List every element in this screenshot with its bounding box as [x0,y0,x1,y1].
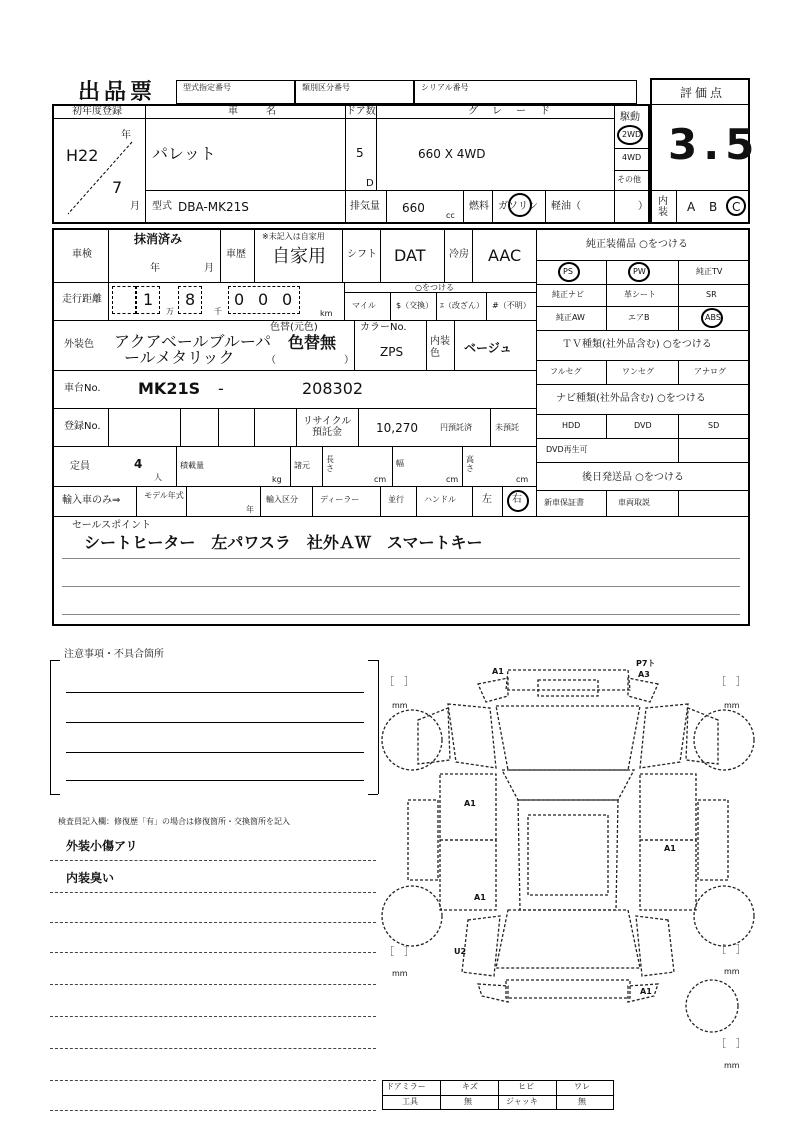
equip-leather: 革シート [624,290,656,299]
mileage-exchange: $（交換） [396,301,434,310]
name-label [228,107,304,117]
tv-oneseg: ワンセグ [622,367,654,376]
drive-2wd-circle [617,125,643,145]
first-reg-month: 7 [112,178,123,197]
equip-abs: ABS [705,313,721,322]
tire-mm-fr: mm [724,701,740,710]
color-label: 外装色 [64,339,94,350]
repaint-label: 色替(元色) [270,322,318,333]
tv-fullseg: フルセグ [550,367,582,376]
load-label: 積載量 [180,461,204,470]
inspector-line1: 外装小傷アリ [66,839,138,853]
mark-a1-right-door: A1 [664,844,676,853]
repaint-paren-open: （ [266,355,276,366]
tire-mm-rl: mm [392,969,408,978]
later-title: 後日発送品 ○をつける [582,472,684,483]
color-code: ZPS [380,345,404,359]
color-code-label: カラーNo. [360,322,407,333]
chassis-number: 208302 [302,379,364,398]
shift-value: DAT [394,246,426,265]
dims-height-unit: cm [516,475,529,484]
page-title: 出品票 [78,80,157,105]
table-jack-value: 無 [578,1097,586,1106]
tire-bracket-rl: ［ ］ [384,947,414,958]
table-break: ワレ [574,1082,590,1091]
first-reg-label: 初年度登録 [72,106,122,117]
model-year-suffix: 年 [246,505,254,514]
navi-title: ナビ種類(社外品含む) ○をつける [556,393,706,404]
mileage-digit-5: 0 [282,290,293,309]
ac-label: 冷房 [449,249,469,260]
category-box [295,80,414,104]
table-crack: ヒビ [518,1082,534,1091]
tire-bracket-fr: ［ ］ [716,677,746,688]
capacity-value: 4 [134,457,143,471]
grade-value: 660 X 4WD [418,147,486,161]
not-deposited: 未預託 [495,423,519,432]
first-reg-year-suffix: 年 [121,130,131,141]
chassis-label: 車台No. [64,383,101,394]
mileage-sen: 千 [214,307,222,316]
sales-text: シートヒーター 左パワスラ 社外ＡＷ スマートキー [84,533,483,552]
first-reg-month-suffix: 月 [130,201,140,212]
equip-abs-circle [701,308,723,328]
handle-right-circle [507,490,529,512]
shaken-value: 抹消済み [134,232,183,246]
later-manual: 車両取説 [618,498,650,507]
drive-4wd: 4WD [622,153,642,162]
handle-right: 右 [512,494,522,505]
interior-grade-a: A [687,200,696,214]
serial-label: シリアル番号 [421,83,469,92]
capacity-unit: 人 [154,473,162,482]
tire-mm-spare: mm [724,1061,740,1070]
table-scratch: キズ [462,1082,478,1091]
drive-2wd: 2WD [622,130,642,139]
recycle-label: リサイクル預託金 [302,416,352,438]
mark-a1-rear: A1 [640,987,652,996]
tire-bracket-rr: ［ ］ [716,945,746,956]
rating-score: 3.5 [668,120,761,169]
color-value-line1: アクアベールブルーパ [114,332,272,351]
equip-navi: 純正ナビ [552,290,584,299]
tire-bracket-fl: ［ ］ [384,677,414,688]
equip-ps: PS [563,267,573,276]
displacement-value: 660 [402,201,425,215]
tire-mm-rr: mm [724,967,740,976]
equip-pw-circle [628,262,650,282]
fuel-diesel-close: ） [638,201,648,212]
chassis-dash: - [218,379,224,398]
registration-label: 登録No. [64,421,101,432]
tv-title: ＴＶ種類(社外品含む) ○をつける [562,339,712,350]
dims-width: 幅 [396,459,404,468]
dims-label: 諸元 [294,461,310,470]
door-count: 5 [356,146,364,160]
recycle-value: 10,270 [376,421,418,435]
import-parallel: 並行 [388,495,404,504]
mark-a3-front: A3 [638,670,650,679]
navi-dvd-play: DVD再生可 [546,445,588,454]
equipment-title: 純正装備品 ○をつける [586,239,688,250]
shaken-month-suffix: 月 [204,263,214,274]
serial-box [414,80,637,104]
type-approval-box [176,80,295,104]
mileage-digit-1: 1 [143,290,154,309]
mark-a1-left-rear: A1 [474,893,486,902]
displacement-label: 排気量 [350,201,380,212]
dims-length-unit: cm [374,475,387,484]
history-label: 車歴 [226,249,246,260]
navi-dvd: DVD [634,421,652,430]
equip-tv: 純正TV [696,267,723,276]
mark-a1-left-door: A1 [464,799,476,808]
mileage-modified: ｴ（改ざん） [440,301,484,310]
notes-label: 注意事項・不具合箇所 [64,649,164,660]
dims-length: 長さ [326,455,334,473]
fuel-label: 燃料 [469,201,489,212]
mileage-digit-4: 0 [258,290,269,309]
mark-p7-front: P7ト [636,659,656,668]
shaken-label: 車検 [72,249,92,260]
drive-other: その他 [617,175,641,184]
navi-hdd: HDD [562,421,581,430]
dims-width-unit: cm [446,475,459,484]
import-label: 輸入車のみ⇒ [62,495,121,506]
grade-label: グレード [468,106,564,117]
mark-u2-rear: U2 [454,947,467,956]
shift-label: シフト [347,249,377,260]
navi-sd: SD [708,421,720,430]
first-reg-slash [60,132,140,222]
repaint-value: 色替無 [288,333,337,352]
mileage-digit-2: 8 [185,290,196,309]
sales-label: セールスポイント [72,520,152,531]
equip-aw: 純正AW [556,313,585,322]
interior-color-label: 内装色 [430,336,450,359]
mileage-label: 走行距離 [62,294,102,305]
equip-sr: SR [706,290,717,299]
chassis-prefix: MK21S [138,379,201,398]
mileage-mark-label: ○をつける [415,283,454,292]
mileage-unknown: #（不明） [492,301,531,310]
car-damage-diagram [378,650,758,1080]
handle-left: 左 [482,494,492,505]
inspector-line2: 内装臭い [66,871,115,885]
mark-a1-front: A1 [492,667,504,676]
recycle-unit: 円預託済 [440,423,472,432]
history-note: ※未記入は自家用 [262,232,325,241]
first-reg-year: H22 [66,146,99,165]
import-category-label: 輸入区分 [266,495,298,504]
inspector-label: 検査員記入欄：修復歴「有」の場合は修復箇所・交換箇所を記入 [58,817,290,826]
shaken-year-suffix: 年 [150,263,160,274]
model-year-label: モデル年式 [144,491,184,500]
name-label-text: 車名 [228,106,304,117]
rating-label: 評価点 [680,86,726,100]
dims-height: 高さ [466,455,474,473]
fuel-gasoline: ガソリン [498,201,538,212]
interior-color-value: ベージュ [464,341,512,355]
table-tools-value: 無 [464,1097,472,1106]
equip-pw: PW [633,267,646,276]
category-label: 類別区分番号 [302,83,350,92]
model-label: 型式 [152,201,172,212]
repaint-paren-close: ） [344,355,354,366]
import-dealer: ディーラー [320,495,360,504]
drive-label: 駆動 [620,112,640,123]
car-name: パレット [152,144,216,163]
color-value-line2: ールメタリック [124,348,235,367]
type-approval-label: 型式指定番号 [183,83,231,92]
equip-airbag: エアB [628,313,650,322]
fuel-diesel: 軽油（ [551,201,581,212]
interior-grade-label: 内装 [658,196,668,218]
mileage-km: km [320,309,333,318]
tire-mm-fl: mm [392,701,408,710]
table-door-mirror: ドアミラー [386,1082,426,1091]
tv-analog: アナログ [694,367,726,376]
ac-value: AAC [488,246,522,265]
interior-grade-c: C [732,200,741,214]
later-warranty: 新車保証書 [544,498,584,507]
door-suffix: D [366,178,374,189]
fuel-gasoline-circle [508,193,532,217]
history-value: 自家用 [272,246,326,267]
table-jack: ジャッキ [506,1097,538,1106]
interior-grade-b: B [709,200,718,214]
equip-ps-circle [558,262,580,282]
table-tools: 工具 [402,1097,418,1106]
handle-label: ハンドル [424,495,456,504]
tire-bracket-spare: ［ ］ [716,1039,746,1050]
displacement-unit: cc [446,211,455,220]
mileage-man: 万 [166,307,174,316]
capacity-label: 定員 [70,461,90,472]
mileage-mile: マイル [352,301,376,310]
model-value: DBA-MK21S [178,200,249,214]
grade-c-circle [726,196,746,216]
load-unit: kg [272,475,282,484]
doors-label: ドア数 [346,106,376,117]
mileage-digit-3: 0 [234,290,245,309]
